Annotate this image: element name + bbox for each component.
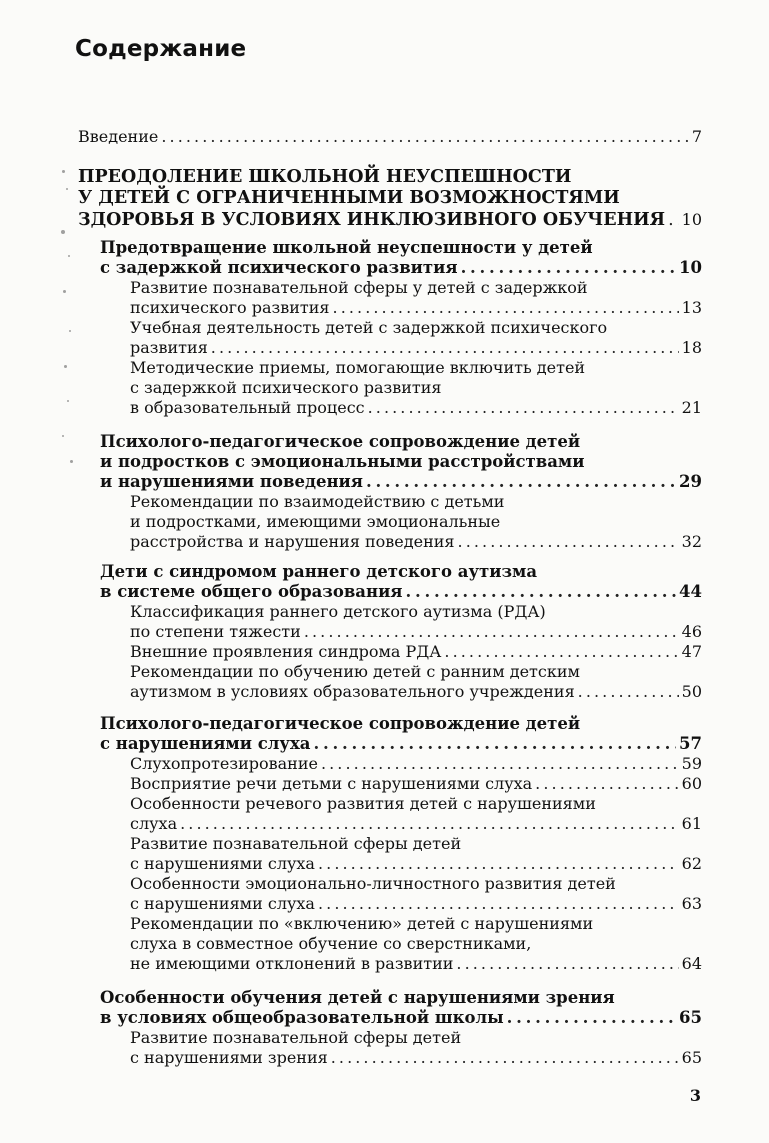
toc-subsection-entry[interactable] bbox=[130, 874, 702, 914]
entry-title-line: с нарушениями слуха bbox=[130, 854, 315, 873]
toc-subsection-entry[interactable] bbox=[130, 662, 702, 702]
entry-page-number: 10 bbox=[679, 258, 702, 277]
entry-page-number: 50 bbox=[681, 682, 702, 701]
entry-page-number: 18 bbox=[681, 338, 702, 357]
part-title-line: ПРЕОДОЛЕНИЕ ШКОЛЬНОЙ НЕУСПЕШНОСТИ bbox=[78, 167, 572, 187]
entry-title-line: развития bbox=[130, 338, 208, 357]
entry-title-line: с нарушениями слуха bbox=[130, 894, 315, 913]
scan-speck bbox=[68, 255, 70, 257]
entry-title-line: с нарушениями слуха bbox=[100, 734, 311, 753]
entry-title-line: Развитие познавательной сферы детей bbox=[130, 834, 462, 853]
entry-title-line: Слухопротезирование bbox=[130, 754, 318, 773]
toc-subsection-entry[interactable] bbox=[130, 754, 702, 774]
dot-leader bbox=[211, 338, 679, 358]
scan-speck bbox=[69, 330, 71, 332]
toc-subsection-entry[interactable] bbox=[130, 278, 702, 318]
entry-page-number: 57 bbox=[679, 734, 702, 753]
entry-title-line: Введение bbox=[78, 127, 159, 146]
dot-leader bbox=[161, 127, 688, 147]
entry-title-line: Дети с синдромом раннего детского аутизма bbox=[100, 562, 538, 581]
part-title-line: ЗДОРОВЬЯ В УСЛОВИЯХ ИНКЛЮЗИВНОГО ОБУЧЕНИЯ bbox=[78, 210, 666, 230]
scan-speck bbox=[70, 460, 73, 463]
toc-subsection-entry[interactable] bbox=[130, 794, 702, 834]
entry-title-line: и подростков с эмоциональными расстройствами bbox=[100, 452, 585, 471]
scan-noise bbox=[60, 160, 90, 500]
entry-title-line: с задержкой психического развития bbox=[100, 258, 458, 277]
toc-section-entry[interactable] bbox=[100, 988, 702, 1028]
toc-subsection-entry[interactable] bbox=[130, 1028, 702, 1068]
page-number: 3 bbox=[689, 1086, 701, 1105]
toc-subsection-entry[interactable] bbox=[130, 492, 702, 552]
entry-title-line: Методические приемы, помогающие включить детей bbox=[130, 358, 586, 377]
entry-page-number: 64 bbox=[681, 954, 702, 973]
entry-page-number: 21 bbox=[681, 398, 702, 417]
dot-leader bbox=[368, 398, 679, 418]
entry-title-line: в образовательный процесс bbox=[130, 398, 365, 417]
entry-title-line: Развитие познавательной сферы детей bbox=[130, 1028, 462, 1047]
entry-title-line: Предотвращение школьной неуспешности у детей bbox=[100, 238, 593, 257]
dot-leader bbox=[321, 754, 679, 774]
toc-subsection-entry[interactable] bbox=[130, 602, 702, 642]
entry-title-line: Учебная деятельность детей с задержкой психического bbox=[130, 318, 608, 337]
entry-title-line: в системе общего образования bbox=[100, 582, 403, 601]
entry-title-line: Рекомендации по взаимодействию с детьми bbox=[130, 492, 505, 511]
entry-page-number: 63 bbox=[681, 894, 702, 913]
toc-subsection-entry[interactable] bbox=[130, 358, 702, 418]
entry-page-number: 10 bbox=[681, 210, 702, 229]
toc-subsection-entry[interactable] bbox=[130, 914, 702, 974]
toc-section-entry[interactable] bbox=[100, 238, 702, 278]
toc-subsection-entry[interactable] bbox=[130, 774, 702, 794]
entry-title-line: Особенности обучения детей с нарушениями зрения bbox=[100, 988, 615, 1007]
dot-leader bbox=[507, 1008, 676, 1028]
dot-leader bbox=[366, 472, 676, 492]
entry-page-number: 7 bbox=[691, 127, 702, 146]
part-title-line: У ДЕТЕЙ С ОГРАНИЧЕННЫМИ ВОЗМОЖНОСТЯМИ bbox=[78, 188, 620, 208]
entry-title-line: Развитие познавательной сферы у детей с задержкой bbox=[130, 278, 588, 297]
entry-title-line: Рекомендации по «включению» детей с нарушениями bbox=[130, 914, 594, 933]
toc-section-entry[interactable] bbox=[100, 432, 702, 492]
entry-page-number: 60 bbox=[681, 774, 702, 793]
dot-leader bbox=[461, 258, 676, 278]
entry-page-number: 59 bbox=[681, 754, 702, 773]
entry-page-number: 65 bbox=[679, 1008, 702, 1027]
entry-page-number: 47 bbox=[681, 642, 702, 661]
scan-speck bbox=[67, 400, 69, 402]
entry-title-line: Восприятие речи детьми с нарушениями слуха bbox=[130, 774, 533, 793]
entry-page-number: 13 bbox=[681, 298, 702, 317]
dot-leader bbox=[578, 682, 679, 702]
entry-page-number: 65 bbox=[681, 1048, 702, 1067]
toc-part-heading[interactable] bbox=[78, 167, 702, 230]
entry-title-line: не имеющими отклонений в развитии bbox=[130, 954, 454, 973]
dot-leader bbox=[331, 1048, 679, 1068]
entry-page-number: 61 bbox=[681, 814, 702, 833]
entry-title-line: Особенности речевого развития детей с нарушениями bbox=[130, 794, 596, 813]
entry-title-line: расстройства и нарушения поведения bbox=[130, 532, 455, 551]
toc-subsection-entry[interactable] bbox=[130, 834, 702, 874]
dot-leader bbox=[458, 532, 679, 552]
toc-entry-intro[interactable] bbox=[78, 127, 702, 147]
dot-leader bbox=[456, 954, 678, 974]
scan-speck bbox=[64, 365, 67, 368]
entry-title-line: Классификация раннего детского аутизма (РДА) bbox=[130, 602, 546, 621]
scan-speck bbox=[61, 230, 65, 234]
entry-title-line: Внешние проявления синдрома РДА bbox=[130, 642, 442, 661]
dot-leader bbox=[333, 298, 679, 318]
scan-speck bbox=[62, 170, 65, 173]
dot-leader bbox=[535, 774, 678, 794]
dot-leader bbox=[304, 622, 679, 642]
entry-page-number: 32 bbox=[681, 532, 702, 551]
entry-title-line: в условиях общеобразовательной школы bbox=[100, 1008, 504, 1027]
entry-title-line: Рекомендации по обучению детей с ранним детским bbox=[130, 662, 580, 681]
dot-leader bbox=[444, 642, 678, 662]
entry-title-line: с нарушениями зрения bbox=[130, 1048, 328, 1067]
entry-title-line: слуха bbox=[130, 814, 178, 833]
entry-title-line: с задержкой психического развития bbox=[130, 378, 442, 397]
dot-leader bbox=[180, 814, 679, 834]
entry-title-line: Психолого-педагогическое сопровождение детей bbox=[100, 432, 581, 451]
entry-page-number: 46 bbox=[681, 622, 702, 641]
entry-title-line: Особенности эмоционально-личностного развития детей bbox=[130, 874, 616, 893]
entry-title-line: аутизмом в условиях образовательного учреждения bbox=[130, 682, 575, 701]
scan-speck bbox=[63, 290, 66, 293]
entry-title-line: и нарушениями поведения bbox=[100, 472, 363, 491]
entry-title-line: слуха в совместное обучение со сверстниками, bbox=[130, 934, 532, 953]
entry-title-line: психического развития bbox=[130, 298, 330, 317]
entry-page-number: 29 bbox=[679, 472, 702, 491]
page-title: Содержание bbox=[75, 36, 247, 62]
scan-speck bbox=[62, 435, 64, 437]
entry-page-number: 44 bbox=[679, 582, 702, 601]
entry-title-line: и подростками, имеющими эмоциональные bbox=[130, 512, 501, 531]
dot-leader bbox=[668, 210, 679, 231]
toc-subsection-entry[interactable] bbox=[130, 642, 702, 662]
toc-section-entry[interactable] bbox=[100, 562, 702, 602]
entry-page-number: 62 bbox=[681, 854, 702, 873]
dot-leader bbox=[406, 582, 677, 602]
toc-section-entry[interactable] bbox=[100, 714, 702, 754]
entry-title-line: по степени тяжести bbox=[130, 622, 301, 641]
scan-speck bbox=[66, 188, 68, 190]
dot-leader bbox=[318, 894, 679, 914]
toc-subsection-entry[interactable] bbox=[130, 318, 702, 358]
dot-leader bbox=[318, 854, 679, 874]
entry-title-line: Психолого-педагогическое сопровождение детей bbox=[100, 714, 581, 733]
dot-leader bbox=[313, 734, 676, 754]
